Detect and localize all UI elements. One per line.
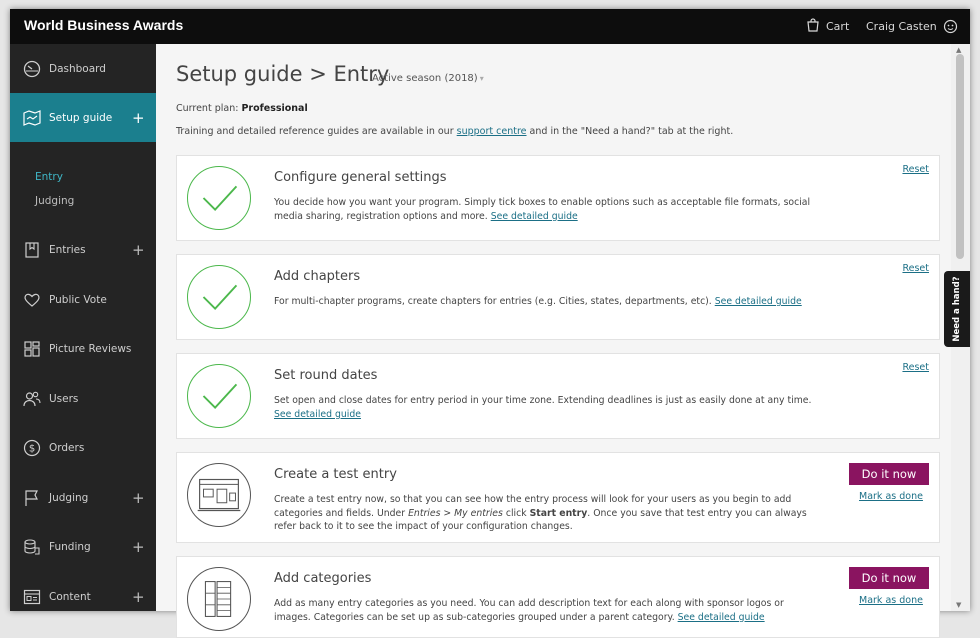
sidebar-item-label: Entries [49,243,86,256]
sidebar-item-label: Content [49,590,91,603]
cart-label: Cart [826,19,850,33]
mark-as-done-link[interactable]: Mark as done [859,491,923,502]
do-it-now-button[interactable]: Do it now [849,463,929,485]
sidebar-item-label: Setup guide [49,111,113,124]
step-card [176,254,940,340]
coins-icon [23,538,41,556]
help-text [176,126,733,137]
sidebar-item-label: Public Vote [49,293,107,306]
sidebar-item-label: Users [49,392,79,405]
step-description [274,493,814,534]
sidebar-item-picture-reviews[interactable] [10,324,156,373]
users-icon [23,390,41,408]
expand-icon[interactable]: + [132,108,145,127]
plan-prefix: Current plan: [176,103,239,114]
scroll-down-icon[interactable]: ▼ [956,601,962,609]
step-card [176,155,940,241]
map-icon [23,109,41,127]
sidebar-item-setup-guide[interactable] [10,93,156,142]
step-description [274,394,814,421]
detailed-guide-link[interactable]: See detailed guide [274,408,361,420]
sidebar-item-label: Funding [49,540,91,553]
step-description-text: Set open and close dates for entry period in your time zone. Extending deadlines is just as easily done at any time. [274,395,812,406]
app-window [10,9,970,623]
plan-value: Professional [241,103,308,114]
top-bar [10,9,970,44]
sidebar-item-dashboard[interactable] [10,44,156,93]
expand-icon[interactable]: + [132,240,145,259]
sidebar-item-label: Judging [49,491,89,504]
sidebar-item-judging[interactable] [10,473,156,522]
user-name: Craig Casten [866,20,937,33]
mark-as-done-link[interactable]: Mark as done [859,595,923,606]
reset-link[interactable]: Reset [902,362,929,373]
need-a-hand-tab[interactable] [944,271,970,347]
sidebar-item-public-vote[interactable] [10,275,156,324]
expand-icon[interactable]: + [132,587,145,606]
main-content [156,44,951,623]
sidebar-item-content[interactable] [10,572,156,621]
sidebar-item-users[interactable] [10,374,156,423]
step-description-text: You decide how you want your program. Simply tick boxes to enable options such as acceptable file formats, social media sharing, registration options and more. [274,197,811,222]
step-description [274,196,814,223]
step-description-text: Create a test entry now, so that you can see how the entry process will look for your users as you begin to add categories and fields. Under [274,494,792,519]
content-icon [23,588,41,606]
svg-text:$: $ [28,443,36,454]
step-card [176,353,940,439]
step-description [274,597,814,624]
step-description-strong: Start entry [529,507,588,519]
reset-link[interactable]: Reset [902,164,929,175]
step-card [176,452,940,543]
grid-icon [23,340,41,358]
dashboard-icon [23,60,41,78]
help-prefix: Training and detailed reference guides are available in our [176,126,454,137]
user-menu[interactable] [866,19,958,34]
current-plan [176,103,308,114]
help-suffix: and in the "Need a hand?" tab at the right. [529,126,734,137]
step-card [176,556,940,638]
check-icon [187,364,251,428]
step-title: Set round dates [274,368,378,383]
step-description-emphasis: Entries > My entries [408,507,503,519]
dollar-icon [23,439,41,457]
scrollbar-thumb[interactable] [956,54,964,259]
sidebar-item-orders[interactable] [10,423,156,472]
sidebar-item-entries[interactable] [10,225,156,274]
step-description-text: Add as many entry categories as you need. You can add description text for each along with sponsor logos or images. Categories can be set up as sub-categories grouped under a parent category. [274,598,784,623]
expand-icon[interactable]: + [132,537,145,556]
heart-icon [23,291,41,309]
step-title: Create a test entry [274,467,397,482]
flag-icon [23,489,41,507]
step-description-text: click [505,507,527,519]
season-selector[interactable] [372,73,484,84]
sidebar [10,44,156,611]
step-title: Add categories [274,571,372,586]
step-title: Add chapters [274,269,361,284]
need-a-hand-label: Need a hand? [952,276,962,342]
step-description-text: . Once you save that test entry you can always refer back to it to see the impact of your configuration changes. [274,507,807,532]
step-description [274,295,814,309]
cart-icon [806,19,820,33]
season-label: Active season (2018) [372,73,478,84]
step-description-text: For multi-chapter programs, create chapters for entries (e.g. Cities, states, departments, etc). [274,296,712,307]
test-entry-illustration-icon [187,463,251,527]
avatar-icon [943,19,958,34]
sidebar-subitem-entry[interactable]: Entry [35,171,63,183]
support-centre-link[interactable]: support centre [456,126,527,137]
sidebar-item-label: Orders [49,441,85,454]
detailed-guide-link[interactable]: See detailed guide [677,611,765,623]
reset-link[interactable]: Reset [902,263,929,274]
sidebar-subitem-judging[interactable]: Judging [35,195,75,207]
detailed-guide-link[interactable]: See detailed guide [714,296,802,307]
sidebar-item-label: Dashboard [49,62,106,75]
check-icon [187,265,251,329]
cart-button[interactable] [806,19,849,33]
scroll-up-icon[interactable]: ▲ [956,46,962,54]
sidebar-item-label: Picture Reviews [49,342,132,355]
step-title: Configure general settings [274,170,447,185]
sidebar-item-funding[interactable] [10,522,156,571]
do-it-now-button[interactable]: Do it now [849,567,929,589]
chevron-down-icon: ▾ [479,74,484,83]
page-title: Setup guide > Entry [176,62,390,86]
brand-name: World Business Awards [24,17,184,33]
check-icon [187,166,251,230]
expand-icon[interactable]: + [132,488,145,507]
detailed-guide-link[interactable]: See detailed guide [490,210,578,222]
categories-illustration-icon [187,567,251,631]
bookmark-icon [23,241,41,259]
